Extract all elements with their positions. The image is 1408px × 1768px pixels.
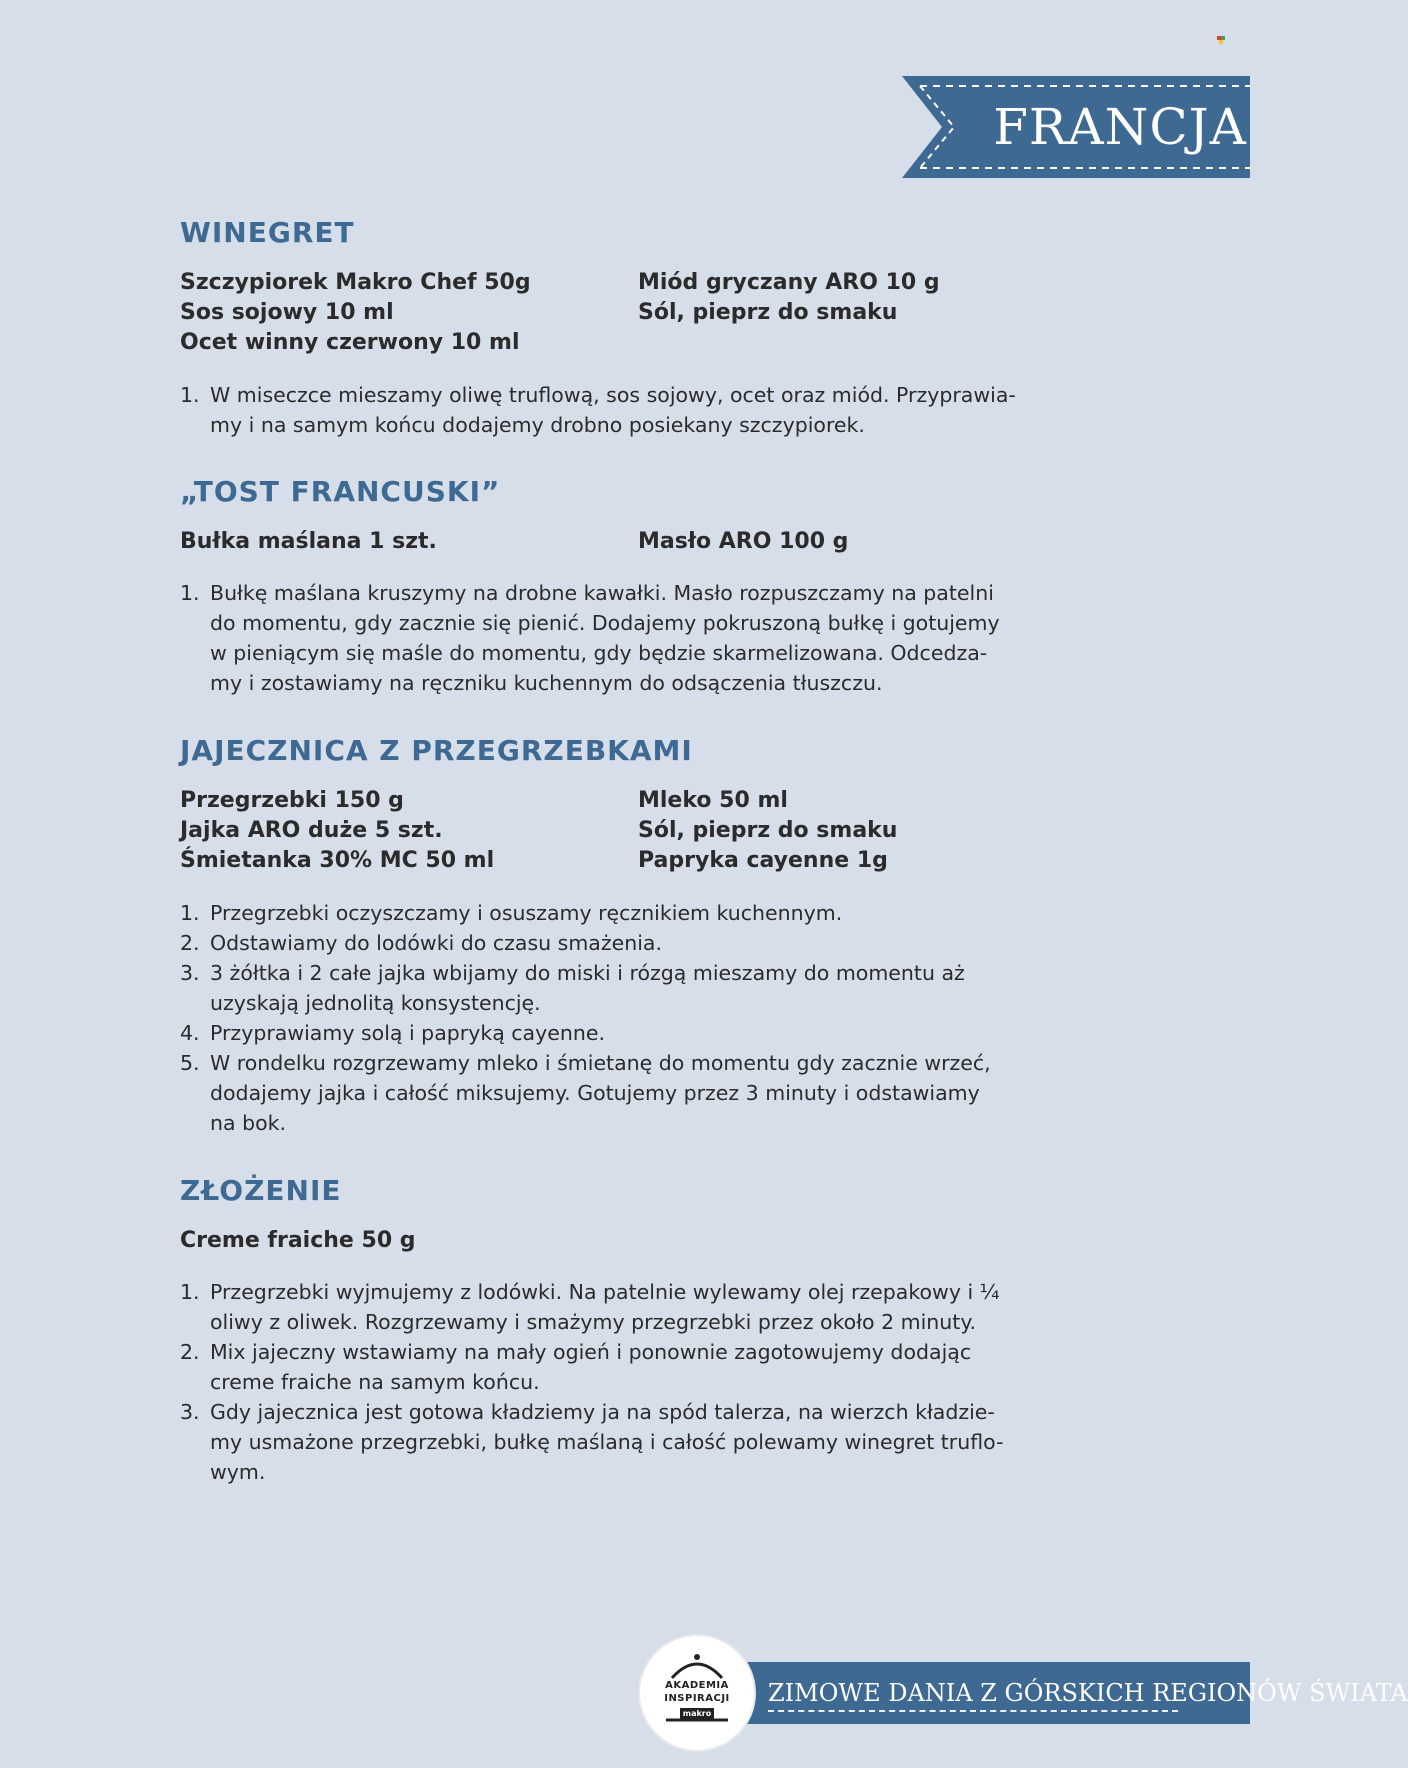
country-banner	[902, 76, 1250, 178]
steps-winegret	[180, 380, 1070, 440]
ingredients-right-tost	[638, 527, 848, 557]
ingredients-left-zlozenie	[180, 1226, 416, 1256]
step-item: 3. Gdy jajecznica jest gotowa kładziemy ja na spód talerza, na wierzch kładzie- my usmażone przegrzebki, bułkę maślaną i całość polewamy winegret truflo- wym.	[180, 1400, 1004, 1484]
ingredient: Sól, pieprz do smaku	[638, 300, 898, 325]
ingredient: Bułka maślana 1 szt.	[180, 529, 437, 554]
step-item: 1. W miseczce mieszamy oliwę truflową, sos sojowy, ocet oraz miód. Przyprawia- my i na samym końcu dodajemy drobno posiekany szczypiorek.	[180, 383, 1016, 437]
ingredient: Szczypiorek Makro Chef 50g	[180, 270, 531, 295]
steps-tost	[180, 578, 1070, 698]
footer-dashed-line	[768, 1710, 1178, 1712]
step-item: 4. Przyprawiamy solą i papryką cayenne.	[180, 1021, 605, 1045]
ingredient: Creme fraiche 50 g	[180, 1228, 416, 1253]
ingredients-right-jajecznica	[638, 786, 897, 876]
step-item: 5. W rondelku rozgrzewamy mleko i śmietanę do momentu gdy zacznie wrzeć, dodajemy jajka i całość miksujemy. Gotujemy przez 3 minuty i odstawiamy na bok.	[180, 1051, 991, 1135]
ingredient: Mleko 50 ml	[638, 788, 788, 813]
step-item: 1. Przegrzebki wyjmujemy z lodówki. Na patelnie wylewamy olej rzepakowy i ¼ oliwy z oliwek. Rozgrzewamy i smażymy przegrzebki przez około 2 minuty.	[180, 1280, 1000, 1334]
section-title-zlozenie: ZŁOŻENIE	[180, 1174, 342, 1207]
ingredient: Sól, pieprz do smaku	[638, 818, 898, 843]
ingredients-right-winegret	[638, 268, 940, 328]
steps-jajecznica	[180, 898, 1070, 1138]
step-item: 3. 3 żółtka i 2 całe jajka wbijamy do miski i rózgą mieszamy do momentu aż uzyskają jednolitą konsystencję.	[180, 961, 965, 1015]
step-item: 2. Odstawiamy do lodówki do czasu smażenia.	[180, 931, 662, 955]
section-title-tost: „TOST FRANCUSKI”	[180, 475, 501, 508]
footer-tagline: ZIMOWE DANIA Z GÓRSKICH REGIONÓW ŚWIATA	[768, 1679, 1408, 1707]
ingredient: Ocet winny czerwony 10 ml	[180, 330, 520, 355]
banner-title: FRANCJA	[993, 98, 1247, 156]
ingredient: Papryka cayenne 1g	[638, 848, 888, 873]
akademia-inspiracji-logo	[640, 1636, 754, 1750]
ingredient: Sos sojowy 10 ml	[180, 300, 394, 325]
logo-brand: makro	[680, 1708, 714, 1719]
section-title-winegret: WINEGRET	[180, 216, 355, 249]
ingredients-left-jajecznica	[180, 786, 494, 876]
logo-line-2: INSPIRACJI	[664, 1693, 730, 1704]
corner-color-marks	[1217, 36, 1227, 44]
ingredient: Jajka ARO duże 5 szt.	[180, 818, 443, 843]
step-item: 1. Bułkę maślana kruszymy na drobne kawałki. Masło rozpuszczamy na patelni do momentu, gdy zacznie się pienić. Dodajemy pokruszoną bułkę i gotujemy w pieniącym się maśle do momentu, gdy będzie skarmelizowana. Odcedza- my i zostawiamy na ręczniku kuchennym do odsączenia tłuszczu.	[180, 581, 1000, 695]
ingredients-left-winegret	[180, 268, 531, 358]
step-item: 2. Mix jajeczny wstawiamy na mały ogień i ponownie zagotowujemy dodając creme fraiche na samym końcu.	[180, 1340, 972, 1394]
step-item: 1. Przegrzebki oczyszczamy i osuszamy ręcznikiem kuchennym.	[180, 901, 843, 925]
footer-band	[742, 1662, 1408, 1724]
logo-line-1: AKADEMIA	[665, 1680, 729, 1691]
ingredient: Miód gryczany ARO 10 g	[638, 270, 940, 295]
ingredient: Masło ARO 100 g	[638, 529, 849, 554]
ingredients-left-tost	[180, 527, 437, 557]
ingredient: Przegrzebki 150 g	[180, 788, 404, 813]
steps-zlozenie	[180, 1277, 1070, 1487]
section-title-jajecznica: JAJECZNICA Z PRZEGRZEBKAMI	[180, 734, 693, 767]
ingredient: Śmietanka 30% MC 50 ml	[180, 848, 495, 873]
